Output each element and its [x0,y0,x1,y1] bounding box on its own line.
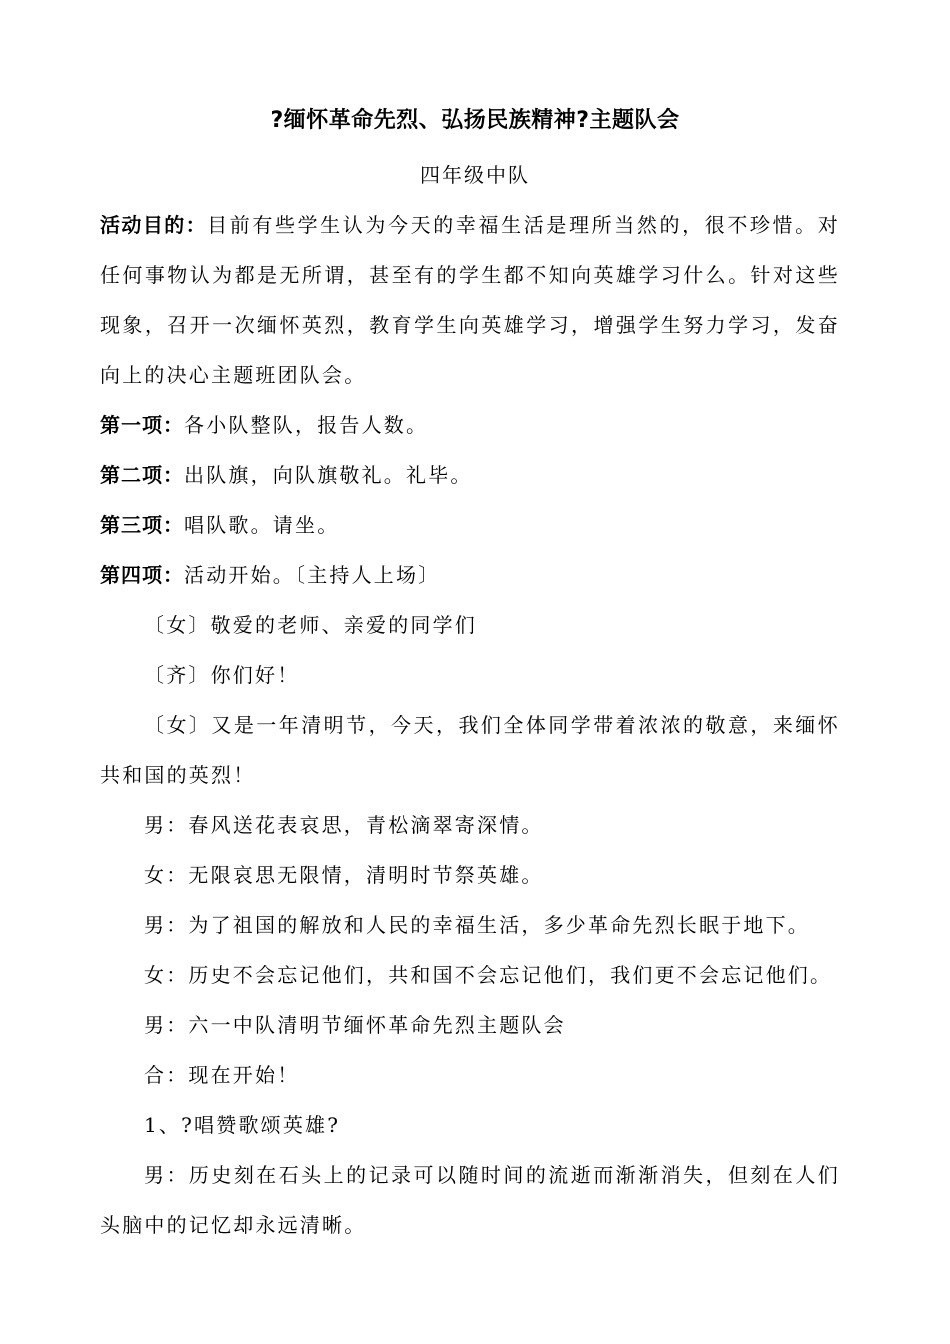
dialogue-line: 合：现在开始！ [144,1063,300,1087]
document-title: ?缅怀革命先烈、弘扬民族精神?主题队会 [270,108,680,133]
document-body [100,200,840,1250]
item-paragraph-4 [100,550,840,600]
section-heading: 1、?唱赞歌颂英雄? [144,1113,341,1137]
item-text: 活动开始。〔主持人上场〕 [184,563,441,587]
purpose-label: 活动目的： [100,213,208,237]
dialogue-line: 女：无限哀思无限情，清明时节祭英雄。 [144,863,544,887]
purpose-paragraph [100,200,840,400]
dialogue-line: 〔女〕又是一年清明节，今天，我们全体同学带着浓浓的敬意，来缅怀共和国的英烈！ [100,713,840,787]
dialogue-line: 男：六一中队清明节缅怀革命先烈主题队会 [144,1013,566,1037]
dialogue-line: 男：历史刻在石头上的记录可以随时间的流逝而渐渐消失，但刻在人们头脑中的记忆却永远清晰。 [100,1163,840,1237]
item-text: 唱队歌。请坐。 [184,513,340,537]
item-label: 第三项： [100,513,184,537]
item-label: 第四项： [100,563,184,587]
dialogue-line: 女：历史不会忘记他们，共和国不会忘记他们，我们更不会忘记他们。 [144,963,833,987]
item-text: 出队旗，向队旗敬礼。礼毕。 [184,463,473,487]
document-subtitle: 四年级中队 [420,163,530,187]
item-label: 第二项： [100,463,184,487]
purpose-text: 目前有些学生认为今天的幸福生活是理所当然的，很不珍惜。对任何事物认为都是无所谓，甚至有的学生都不知向英雄学习什么。针对这些现象，召开一次缅怀英烈，教育学生向英雄学习，增强学生努力学习，发奋向上的决心主题班团队会。 [100,213,840,387]
item-paragraph-3 [100,500,840,550]
item-text: 各小队整队，报告人数。 [184,413,429,437]
item-paragraph-2 [100,450,840,500]
dialogue-line: 〔齐〕你们好！ [144,663,300,687]
dialogue-line: 男：为了祖国的解放和人民的幸福生活，多少革命先烈长眠于地下。 [144,913,810,937]
item-paragraph-1 [100,400,840,450]
item-label: 第一项： [100,413,184,437]
dialogue-line: 〔女〕敬爱的老师、亲爱的同学们 [144,613,477,637]
dialogue-line: 男：春风送花表哀思，青松滴翠寄深情。 [144,813,544,837]
